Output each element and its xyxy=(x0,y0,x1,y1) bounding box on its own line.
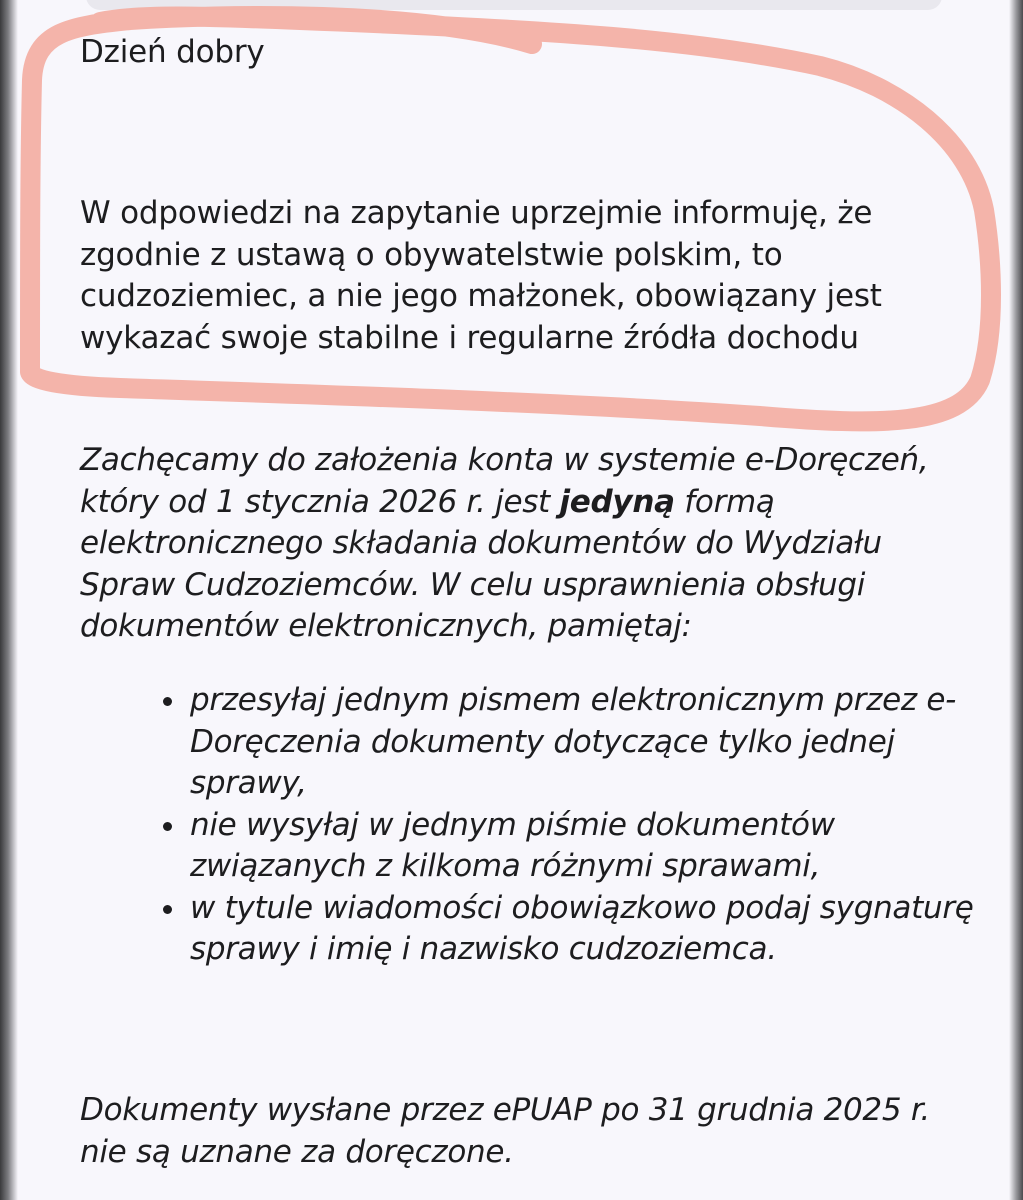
bullet-dot-icon xyxy=(163,822,172,831)
previous-message-bubble xyxy=(86,0,942,10)
bullet-dot-icon xyxy=(163,697,172,706)
list-item xyxy=(190,888,980,971)
info-text-bold: jedyną xyxy=(559,483,675,520)
info-text-start: Zachęcamy do założenia konta w systemie e-Doręczeń, który od 1 stycznia 2026 r. jest xyxy=(80,442,929,520)
list-item-text: nie wysyłaj w jednym piśmie dokumentów związanych z kilkoma różnymi sprawami, xyxy=(190,806,835,884)
list-item-text: w tytule wiadomości obowiązkowo podaj sygnaturę sprawy i imię i nazwisko cudzoziemca. xyxy=(190,889,974,967)
info-text-end: formą elektronicznego składania dokumentów do Wydziału Spraw Cudzoziemców. W celu usprawnienia obsługi dokumentów elektronicznych, pamiętaj: xyxy=(80,483,882,644)
bullet-dot-icon xyxy=(163,905,172,914)
list-item xyxy=(190,680,980,805)
screen-edge-right xyxy=(1009,0,1023,1200)
final-paragraph: Dokumenty wysłane przez ePUAP po 31 grudnia 2025 r. nie są uznane za doręczone. xyxy=(80,1092,930,1170)
instruction-list xyxy=(190,680,980,971)
list-item-text: przesyłaj jednym pismem elektronicznym przez e-Doręczenia dokumenty dotyczące tylko jednej sprawy, xyxy=(190,682,957,801)
greeting-text: Dzień dobry xyxy=(80,34,265,70)
screen-edge-left xyxy=(0,0,18,1200)
list-item xyxy=(190,805,980,888)
info-paragraph xyxy=(80,440,980,648)
main-paragraph: W odpowiedzi na zapytanie uprzejmie informuję, że zgodnie z ustawą o obywatelstwie polskim, to cudzoziemiec, a nie jego małżonek, obowiązany jest wykazać swoje stabilne i regularne źródła dochodu xyxy=(80,195,882,356)
